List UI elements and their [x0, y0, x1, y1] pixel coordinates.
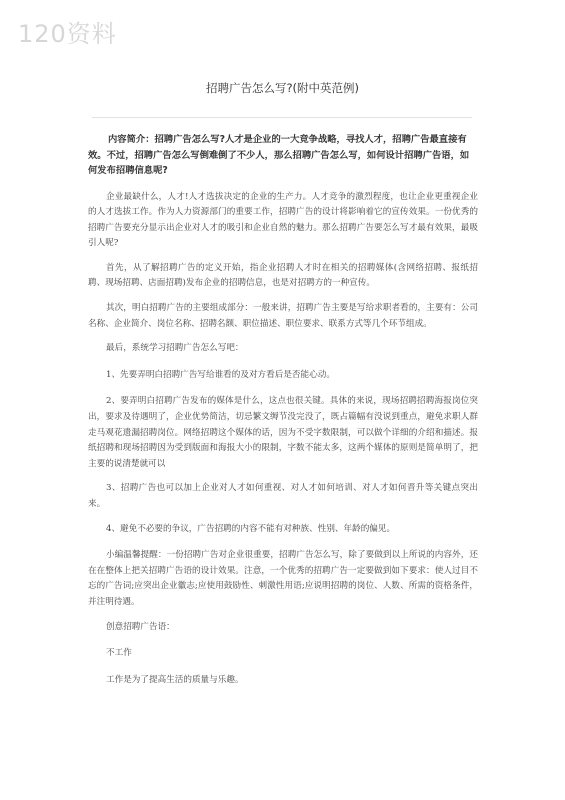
document-body: [88, 132, 478, 699]
list-item: 1、先要弄明白招聘广告写给谁看的及对方看后是否能心动。: [106, 369, 335, 380]
body-paragraph: 首先，从了解招聘广告的定义开始，指企业招聘人才时在相关的招聘媒体(含网络招聘、报纸招聘、现场招聘、店面招聘)发布企业的招聘信息，也是对招聘方的一种宣传。: [88, 262, 478, 289]
summary-paragraph: 内容简介：招聘广告怎么写?人才是企业的一大竞争战略，寻找人才，招聘广告最直接有效。不过，招聘广告怎么写倒难倒了不少人，那么招聘广告怎么写，如何设计招聘广告语，如何发布招聘信息呢?: [88, 134, 470, 176]
body-paragraph: 最后，系统学习招聘广告怎么写吧：: [106, 343, 244, 354]
list-item: 4、避免不必要的争议，广告招聘的内容不能有对种族、性别、年龄的偏见。: [106, 523, 396, 534]
watermark-logo: 120资料: [18, 20, 117, 48]
body-paragraph: 其次，明白招聘广告的主要组成部分：一般来讲，招聘广告主要是写给求职者看的，主要有：公司名称、企业简介、岗位名称、招聘名额、职位描述、职位要求、联系方式等几个环节组成。: [88, 303, 478, 329]
slogan-heading: 创意招聘广告语：: [106, 621, 175, 632]
slogan-item: 工作是为了提高生活的质量与乐趣。: [106, 674, 244, 685]
list-item: 2、要弄明白招聘广告发布的媒体是什么，这点也很关键。具体的来说，现场招聘招聘海报岗位突出，要求及待遇明了，企业优势简洁，切忌繁文缛节没完没了，既占篇幅有没说到重点，避免求职人群走马观花遗漏招聘岗位。网络招聘这个媒体的话，因为不受字数限制，可以做个详细的介绍和描述。报纸招聘和现场招聘因为受到版面和海报大小的限制，字数不能太多，这两个媒体的原则是简单明了，把主要的说清楚就可以: [88, 396, 478, 469]
document-title: 招聘广告怎么写?(附中英范例): [205, 81, 360, 95]
title-divider: [92, 117, 472, 118]
body-paragraph: 小编温馨提醒：一份招聘广告对企业很重要，招聘广告怎么写，除了要做到以上所说的内容外，还在在整体上把关招聘广告语的设计效果。注意，一个优秀的招聘广告一定要做到如下要求：使人过目不忘的广告词;应突出企业徽志;应使用鼓励性、刺激性用语;应说明招聘的岗位、人数、所需的资格条件，并注明待遇。: [88, 550, 478, 607]
slogan-item: 不工作: [106, 648, 132, 659]
body-paragraph: 企业最缺什么，人才!人才选拔决定的企业的生产力。人才竞争的激烈程度，也让企业更重视企业的人才选拔工作。作为人力资源部门的重要工作，招聘广告的设计将影响着它的宣传效果。一份优秀的招聘广告要充分显示出企业对人才的吸引和企业自然的魅力。那么招聘广告要怎么写才最有效果，最吸引人呢?: [88, 191, 478, 249]
list-item: 3、招聘广告也可以加上企业对人才如何重视、对人才如何培训、对人才如何晋升等关键点突出来。: [88, 483, 478, 509]
